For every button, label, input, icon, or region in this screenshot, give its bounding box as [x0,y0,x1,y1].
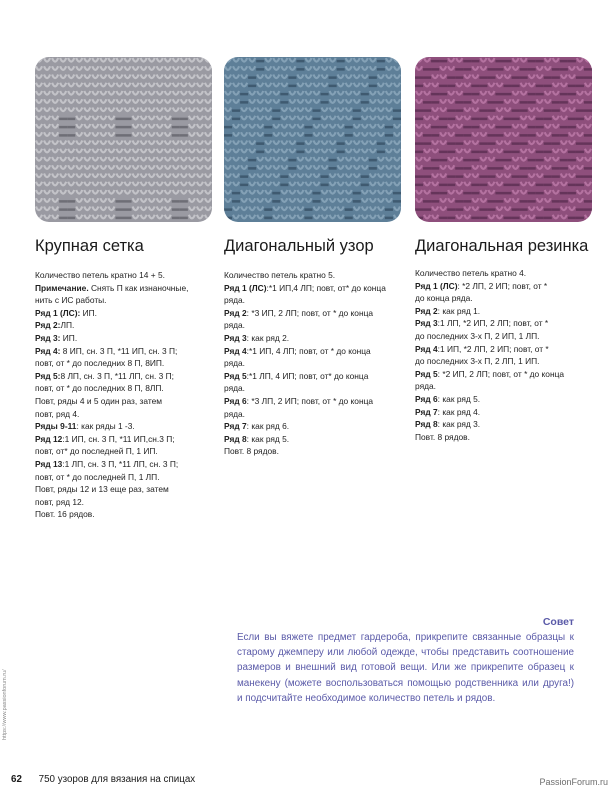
row-text: повт, ряд 4. [35,408,80,419]
row-text: Повт, ряды 12 и 13 еще раз, затем [35,484,169,495]
row-text: :*1 ИП,4 ЛП; повт, от* до конца [266,282,386,293]
row-label: Ряд 4 [224,345,247,356]
pattern-title: Диагональный узор [224,237,374,255]
instruction-line [35,269,213,282]
row-label: Примечание. [35,282,89,293]
row-label: Ряд 2: [35,320,61,331]
instruction-line [35,420,213,433]
row-label: Ряды 9-11 [35,421,77,432]
row-text: : как ряд 1. [437,305,481,316]
row-text: : как ряд 3. [437,419,481,430]
instruction-line [35,282,213,295]
row-label: Ряд 5: [35,370,61,381]
row-text: Повт. 16 рядов. [35,509,95,520]
instruction-line [224,408,404,421]
instruction-line [415,292,600,305]
row-label: Ряд 4 [415,343,438,354]
texture-background [415,57,592,222]
instruction-line [224,319,404,332]
book-title: 750 узоров для вязания на спицах [38,774,196,785]
row-text: : *3 ЛП, 2 ИП; повт, от * до конца [246,395,374,406]
row-text: :*1 ЛП, 4 ИП; повт, от* до конца [246,370,369,381]
instruction-line [35,382,213,395]
knit-texture [415,57,592,222]
instruction-line [35,395,213,408]
instruction-line [415,280,600,293]
row-text: Повт. 8 рядов. [415,431,470,442]
row-text: ЛП. [60,320,75,331]
row-text: : как ряд 6. [246,421,290,432]
instruction-line [415,330,600,343]
pattern-instructions [224,269,404,458]
stitch [394,58,400,62]
instruction-line [224,445,404,458]
pattern-column-2 [224,236,404,458]
instruction-line [224,357,404,370]
row-text: Количество петель кратно 14 + 5. [35,270,165,280]
row-label: Ряд 3 [224,332,247,343]
instruction-line [35,433,213,446]
texture-background [35,57,212,222]
instruction-line [224,269,404,282]
page-number: 62 [11,774,22,785]
swatch-photo-large-mesh [35,57,212,222]
row-label: Ряд 8 [224,433,247,444]
row-text: повт, от * до последних 8 П, 8ИП. [35,358,165,369]
row-label: Ряд 13 [35,458,63,469]
row-text: до последних 3-х П, 2 ЛП, 1 ИП. [415,356,540,367]
row-text: Повт, ряды 4 и 5 один раз, затем [35,395,162,406]
row-label: Ряд 1 (ЛС): [35,307,81,318]
row-text: 8 ЛП, сн. 3 П, *11 ЛП, сн. 3 П; [60,370,174,381]
tip-body: Если вы вяжете предмет гардероба, прикрепите связанные образцы к старому джемперу или любой одежде, чтобы представить соотношение размеров и внешний вид готовой вещи. Или же прикрепите образец к манекену (можете воспользоваться помощью родственника или друга!) и подсчитайте необходимое количество петель и рядов. [237,632,574,704]
row-text: повт, от * до последних 8 П, 8ЛП. [35,383,164,394]
row-text: до конца ряда. [415,293,473,304]
row-text: Снять П как изнаночные, [88,282,189,293]
pattern-title: Крупная сетка [35,237,144,255]
instruction-line [224,370,404,383]
instruction-line [224,433,404,446]
instruction-line [224,382,404,395]
texture-background [224,57,401,222]
instruction-line [35,319,213,332]
row-text: : как ряд 4. [437,406,481,417]
row-text: повт, от* до последней П, 1 ИП. [35,446,158,457]
row-text: :1 ИП, сн. 3 П, *11 ИП,сн.3 П; [62,433,175,444]
row-text: до последних 3-х П, 2 ИП, 1 ЛП. [415,330,540,341]
pattern-instructions [35,269,213,521]
row-label: Ряд 3 [415,318,438,329]
row-text: повт, ряд 12. [35,496,84,507]
stitch [205,58,211,62]
row-label: Ряд 12 [35,433,63,444]
instruction-line [415,418,600,431]
row-text: : как ряд 5. [437,393,481,404]
row-text: нить с ИС работы. [35,295,107,306]
instruction-line [415,368,600,381]
row-text: 8 ИП, сн. 3 П, *11 ИП, сн. 3 П; [60,345,178,356]
knit-texture [35,57,212,222]
row-text: : как ряд 2. [246,332,290,343]
instruction-line [35,458,213,471]
watermark: PassionForum.ru [539,777,608,787]
row-text: ряда. [224,408,245,419]
row-text: : как ряды 1 -3. [76,421,135,432]
instruction-line [35,483,213,496]
instruction-line [35,471,213,484]
swatch-photo-diagonal-pattern [224,57,401,222]
tip-heading: Совет [542,616,574,628]
row-text: :1 ЛП, *2 ИП, 2 ЛП; повт, от * [437,318,549,329]
instruction-line [224,345,404,358]
row-text: ряда. [224,295,245,306]
instruction-line [415,317,600,330]
row-label: Ряд 1 (ЛС) [224,282,267,293]
row-text: : как ряд 5. [246,433,290,444]
instruction-line [35,357,213,370]
row-text: ряда. [224,383,245,394]
row-label: Ряд 2 [415,305,438,316]
knit-texture [224,57,401,222]
instruction-line [224,395,404,408]
row-text: ряда. [415,381,436,392]
instruction-line [415,406,600,419]
row-text: ряда. [224,320,245,331]
instruction-line [415,393,600,406]
instruction-line [35,332,213,345]
row-label: Ряд 7 [224,421,247,432]
instruction-line [35,496,213,509]
row-text: : *2 ЛП, 2 ИП; повт, от * [457,280,548,291]
row-text: Повт. 8 рядов. [224,446,279,457]
row-label: Ряд 6 [415,393,438,404]
instruction-line [224,294,404,307]
swatch-photo-diagonal-rib [415,57,592,222]
row-label: Ряд 7 [415,406,438,417]
row-text: : *3 ИП, 2 ЛП; повт, от * до конца [246,307,374,318]
row-label: Ряд 3: [35,332,61,343]
instruction-line [415,380,600,393]
row-label: Ряд 2 [224,307,247,318]
row-text: :1 ИП, *2 ЛП, 2 ИП; повт, от * [437,343,549,354]
instruction-line [224,282,404,295]
row-text: ИП. [60,332,78,343]
row-label: Ряд 6 [224,395,247,406]
instruction-line [35,345,213,358]
instruction-line [415,343,600,356]
pattern-title: Диагональная резинка [415,237,589,255]
instruction-line [224,420,404,433]
row-text: ряда. [224,358,245,369]
instruction-line [415,267,600,280]
pattern-instructions [415,267,600,443]
instruction-line [35,408,213,421]
row-text: :1 ЛП, сн. 3 П, *11 ЛП, сн. 3 П; [62,458,179,469]
instruction-line [224,307,404,320]
instruction-line [35,294,213,307]
row-text: Количество петель кратно 5. [224,270,336,280]
instruction-line [415,355,600,368]
instruction-line [35,445,213,458]
instruction-line [224,332,404,345]
row-text: повт, от * до последней П, 1 ЛП. [35,471,160,482]
row-label: Ряд 1 (ЛС) [415,280,458,291]
row-label: Ряд 5 [415,368,438,379]
pattern-column-1 [35,236,213,521]
row-label: Ряд 8 [415,419,438,430]
instruction-line [415,431,600,444]
stitch [585,58,591,62]
page-footer [11,774,195,785]
row-label: Ряд 5 [224,370,247,381]
row-text: : *2 ИП, 2 ЛП; повт, от * до конца [437,368,565,379]
instruction-line [415,305,600,318]
instruction-line [35,508,213,521]
row-text: :*1 ИП, 4 ЛП; повт, от * до конца [246,345,371,356]
side-url: https://www.passionforum.ru/ [2,669,8,740]
instruction-line [35,370,213,383]
row-text: Количество петель кратно 4. [415,268,527,278]
instruction-line [35,307,213,320]
row-text: ИП. [80,307,97,318]
pattern-column-3 [415,236,600,443]
row-label: Ряд 4: [35,345,61,356]
